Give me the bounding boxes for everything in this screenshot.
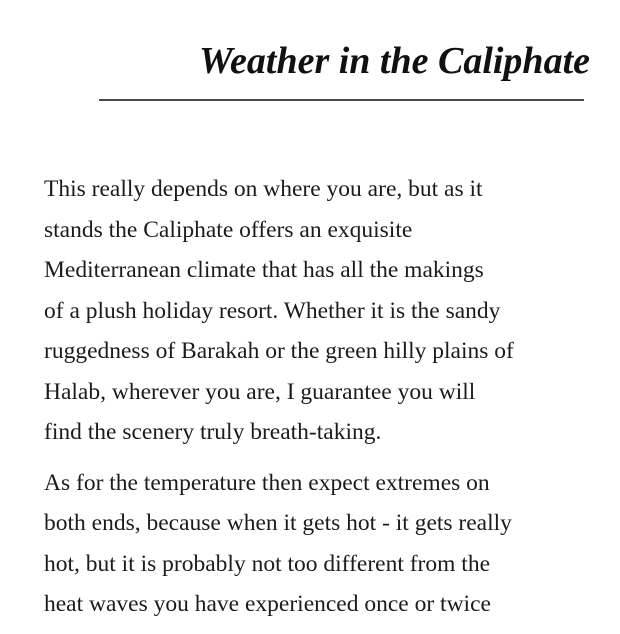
text-line: Halab, wherever you are, I guarantee you will xyxy=(44,378,476,405)
text-line: This really depends on where you are, but as it xyxy=(44,176,483,202)
text-line: find the scenery truly breath-taking. xyxy=(44,419,382,445)
paragraph-2 xyxy=(44,463,604,625)
text-line: both ends, because when it gets hot - it gets really xyxy=(44,510,512,536)
section-title: Weather in the Caliphate xyxy=(199,40,590,82)
text-line: ruggedness of Barakah or the green hilly plains of xyxy=(44,338,514,364)
text-line: heat waves you have experienced once or twice xyxy=(44,591,491,617)
text-line: stands the Caliphate offers an exquisite xyxy=(44,216,413,243)
title-divider xyxy=(99,99,584,101)
text-line: Mediterranean climate that has all the makings xyxy=(44,257,484,283)
text-line: of a plush holiday resort. Whether it is the sandy xyxy=(44,297,501,324)
paragraph-1 xyxy=(44,169,604,453)
body-text xyxy=(44,169,604,625)
text-line: hot, but it is probably not too different from the xyxy=(44,550,490,577)
text-line: As for the temperature then expect extremes on xyxy=(44,469,490,496)
